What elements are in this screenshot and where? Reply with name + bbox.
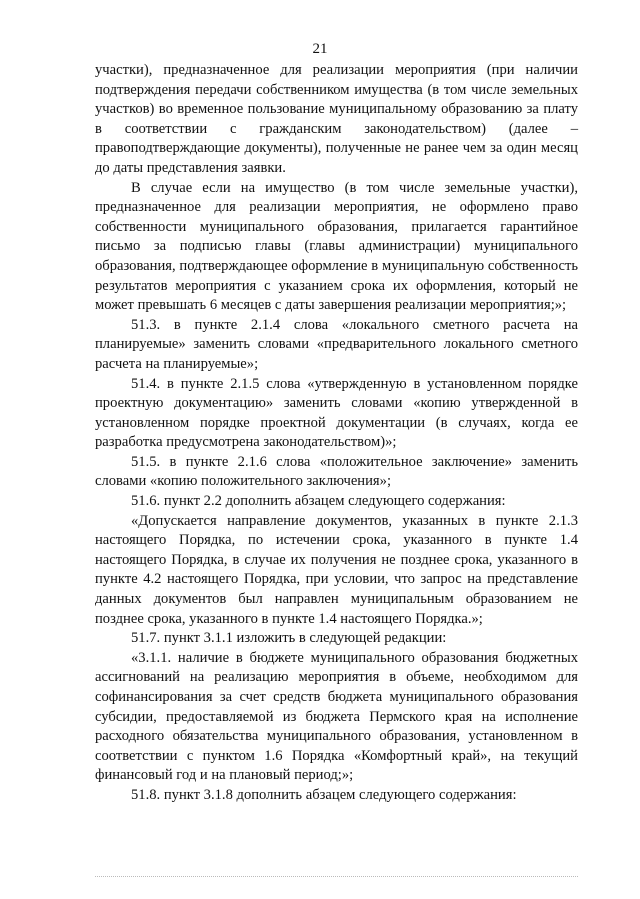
paragraph: участки), предназначенное для реализации мероприятия (при наличии подтверждения передачи собственником имущества (в том числе земельных участков) во временное пользование муниципальному образованию за плату в соответствии с гражданским законодательством) (далее – правоподтверждающие документы), полученные не ранее чем за один месяц до даты представления заявки. [95, 62, 578, 176]
paragraph: «3.1.1. наличие в бюджете муниципального образования бюджетных ассигнований на реализацию мероприятия в объеме, необходимом для софинансирования за счет средств бюджета муниципального образования субсидии, предоставляемой из бюджета Пермского края на исполнение расходного обязательства муниципального образования, установленном в соответствии с пунктом 1.6 Порядка «Комфортный край», на текущий финансовый год и на плановый период;»; [95, 649, 578, 784]
footer-divider [95, 876, 578, 877]
document-body [95, 61, 578, 806]
page-number: 21 [312, 41, 328, 57]
paragraph: 51.3. в пункте 2.1.4 слова «локального сметного расчета на планируемые» заменить словами «предварительного локального сметного расчета на планируемые»; [95, 316, 578, 372]
paragraph: 51.7. пункт 3.1.1 изложить в следующей редакции: [131, 630, 447, 647]
paragraph: 51.8. пункт 3.1.8 дополнить абзацем следующего содержания: [131, 786, 517, 803]
paragraph: 51.6. пункт 2.2 дополнить абзацем следующего содержания: [131, 493, 506, 510]
paragraph: 51.4. в пункте 2.1.5 слова «утвержденную в установленном порядке проектную документацию» заменить словами «копию утвержденной в установленном порядке проектной документации (в случаях, когда ее разработка предусмотрена законодательством)»; [95, 375, 578, 451]
paragraph: «Допускается направление документов, указанных в пункте 2.1.3 настоящего Порядка, по истечении срока, указанного в пункте 1.4 настоящего Порядка, в случае их получения не позднее срока, указанного в пункте 4.2 настоящего Порядка, при условии, что запрос на представление данных документов был направлен муниципальным образованием не позднее срока, указанного в пункте 1.4 настоящего Порядка.»; [95, 512, 578, 627]
paragraph: 51.5. в пункте 2.1.6 слова «положительное заключение» заменить словами «копию положительного заключения»; [95, 453, 578, 490]
paragraph: В случае если на имущество (в том числе земельные участки), предназначенное для реализации мероприятия, не оформлено право собственности муниципального образования, прилагается гарантийное письмо за подписью главы (главы администрации) муниципального образования, подтверждающее оформление в муниципальную собственность результатов мероприятия с указанием срока их оформления, который не может превышать 6 месяцев с даты завершения реализации мероприятия;»; [95, 179, 578, 314]
